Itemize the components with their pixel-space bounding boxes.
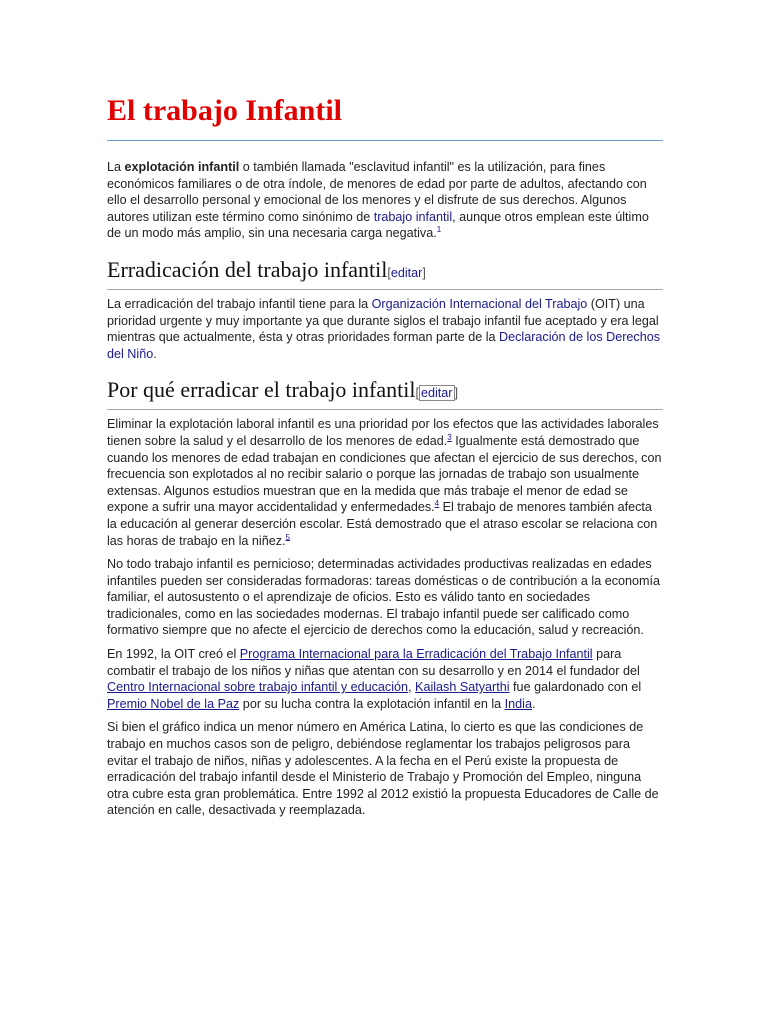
page-title: El trabajo Infantil xyxy=(107,88,663,141)
section-heading-erradicacion xyxy=(107,256,663,290)
paragraph-efectos: Eliminar la explotación laboral infantil es una prioridad por los efectos que las actividades laborales tienen sobre la salud y el desarrollo de los menores de edad.$^3$ Igualmente está demostrado que cuando los menores de edad trabajan en condiciones que afectan el ejercicio de sus derechos, con frecuencia son explotados al no recibir salario o porque las jornadas de trabajo son usualmente extensas. Algunos estudios muestran que en la medida que más trabaje el menor de edad se expone a sufrir una mayor accidentalidad y enfermedades.$^4$ El trabajo de menores también afecta la educación al generar deserción escolar. Está demostrado que el atraso escolar se relaciona con las horas de trabajo en la niñez.$^5$ xyxy=(107,417,662,548)
edit-section-link[interactable]: [editar] xyxy=(387,265,426,280)
link-declaracion-derechos-nino[interactable]: Declaración de los Derechos del Niño xyxy=(107,330,661,361)
intro-text-1: La xyxy=(107,160,125,174)
reference-1[interactable]: 1 xyxy=(436,225,442,235)
reference-5[interactable]: 5 xyxy=(285,532,290,542)
section-heading-por-que xyxy=(107,376,663,410)
paragraph-formativo: No todo trabajo infantil es pernicioso; determinadas actividades productivas realizadas en edades infantiles pueden ser consideradas formadoras: tareas domésticas o de contribución a la economía familiar, el autosustento o el aprendizaje de oficios. Esto es válido tanto en sociedades tradicionales, como en las sociedades modernas. El trabajo infantil puede ser calificado como formativo siempre que no afecte el ejercicio de derechos como la educación, salud y recreación. xyxy=(107,557,661,638)
intro-text-3: , aunque otros emplean este último de un modo más amplio, sin una necesaria carga negativa. xyxy=(107,209,649,241)
section-heading-text: Por qué erradicar el trabajo infantil xyxy=(107,377,416,403)
link-programa-internacional[interactable]: Programa Internacional para la Erradicación del Trabajo Infantil xyxy=(239,647,593,662)
link-centro-internacional[interactable]: Centro Internacional sobre trabajo infantil y educación xyxy=(107,680,409,695)
paragraph-erradicacion: La erradicación del trabajo infantil tiene para la Organización Internacional del Trabajo (OIT) una prioridad urgente y muy importante ya que durante siglos el trabajo infantil fue aceptado y era legal mientras que actualmente, ésta y otras prioridades forman parte de la Declaración de los Derechos del Niño. xyxy=(107,296,661,361)
intro-text-2: o también llamada "esclavitud infantil" es la utilización, para fines económicos familiares o de otra índole, de menores de edad por parte de adultos, afectando con ello el desarrollo personal y emocional de los menores y el disfrute de sus derechos. Algunos autores utilizan este término como sinónimo de xyxy=(107,160,647,224)
article xyxy=(107,88,663,826)
link-kailash-satyarthi[interactable]: Kailash Satyarthi xyxy=(415,680,510,695)
reference-4[interactable]: 4 xyxy=(434,499,440,509)
reference-3[interactable]: 3 xyxy=(447,432,452,442)
paragraph-america-latina: Si bien el gráfico indica un menor número en América Latina, lo cierto es que las condiciones de trabajo en muchos casos son de peligro, debiéndose reglamentar los trabajos peligrosos para evitar el trabajo de niños, niñas y adolescentes. A la fecha en el Perú existe la propuesta de erradicación del trabajo infantil desde el Ministerio de Trabajo y Promoción del Empleo, ninguna otra cubre esta gran problemática. Entre 1992 al 2012 existió la propuesta Educadores de Calle de atención en calle, desactivada y reemplazada. xyxy=(107,720,659,818)
section-heading-text: Erradicación del trabajo infantil xyxy=(107,256,388,282)
link-oit[interactable]: Organización Internacional del Trabajo xyxy=(371,296,588,311)
link-india[interactable]: India xyxy=(504,696,532,711)
intro-paragraph xyxy=(107,159,663,242)
link-trabajo-infantil[interactable]: trabajo infantil xyxy=(373,209,453,224)
link-premio-nobel[interactable]: Premio Nobel de la Paz xyxy=(107,696,240,711)
intro-bold-term: explotación infantil xyxy=(124,160,240,174)
paragraph-oit-1992: En 1992, la OIT creó el Programa Internacional para la Erradicación del Trabajo Infantil para combatir el trabajo de los niños y niñas que atentan con su desarrollo y en 2014 el fundador del Centro Internacional sobre trabajo infantil y educación, Kailash Satyarthi fue galardonado con el Premio Nobel de la Paz por su lucha contra la explotación infantil en la India. xyxy=(107,647,642,711)
edit-section-link[interactable]: [ editar ] xyxy=(415,386,458,401)
